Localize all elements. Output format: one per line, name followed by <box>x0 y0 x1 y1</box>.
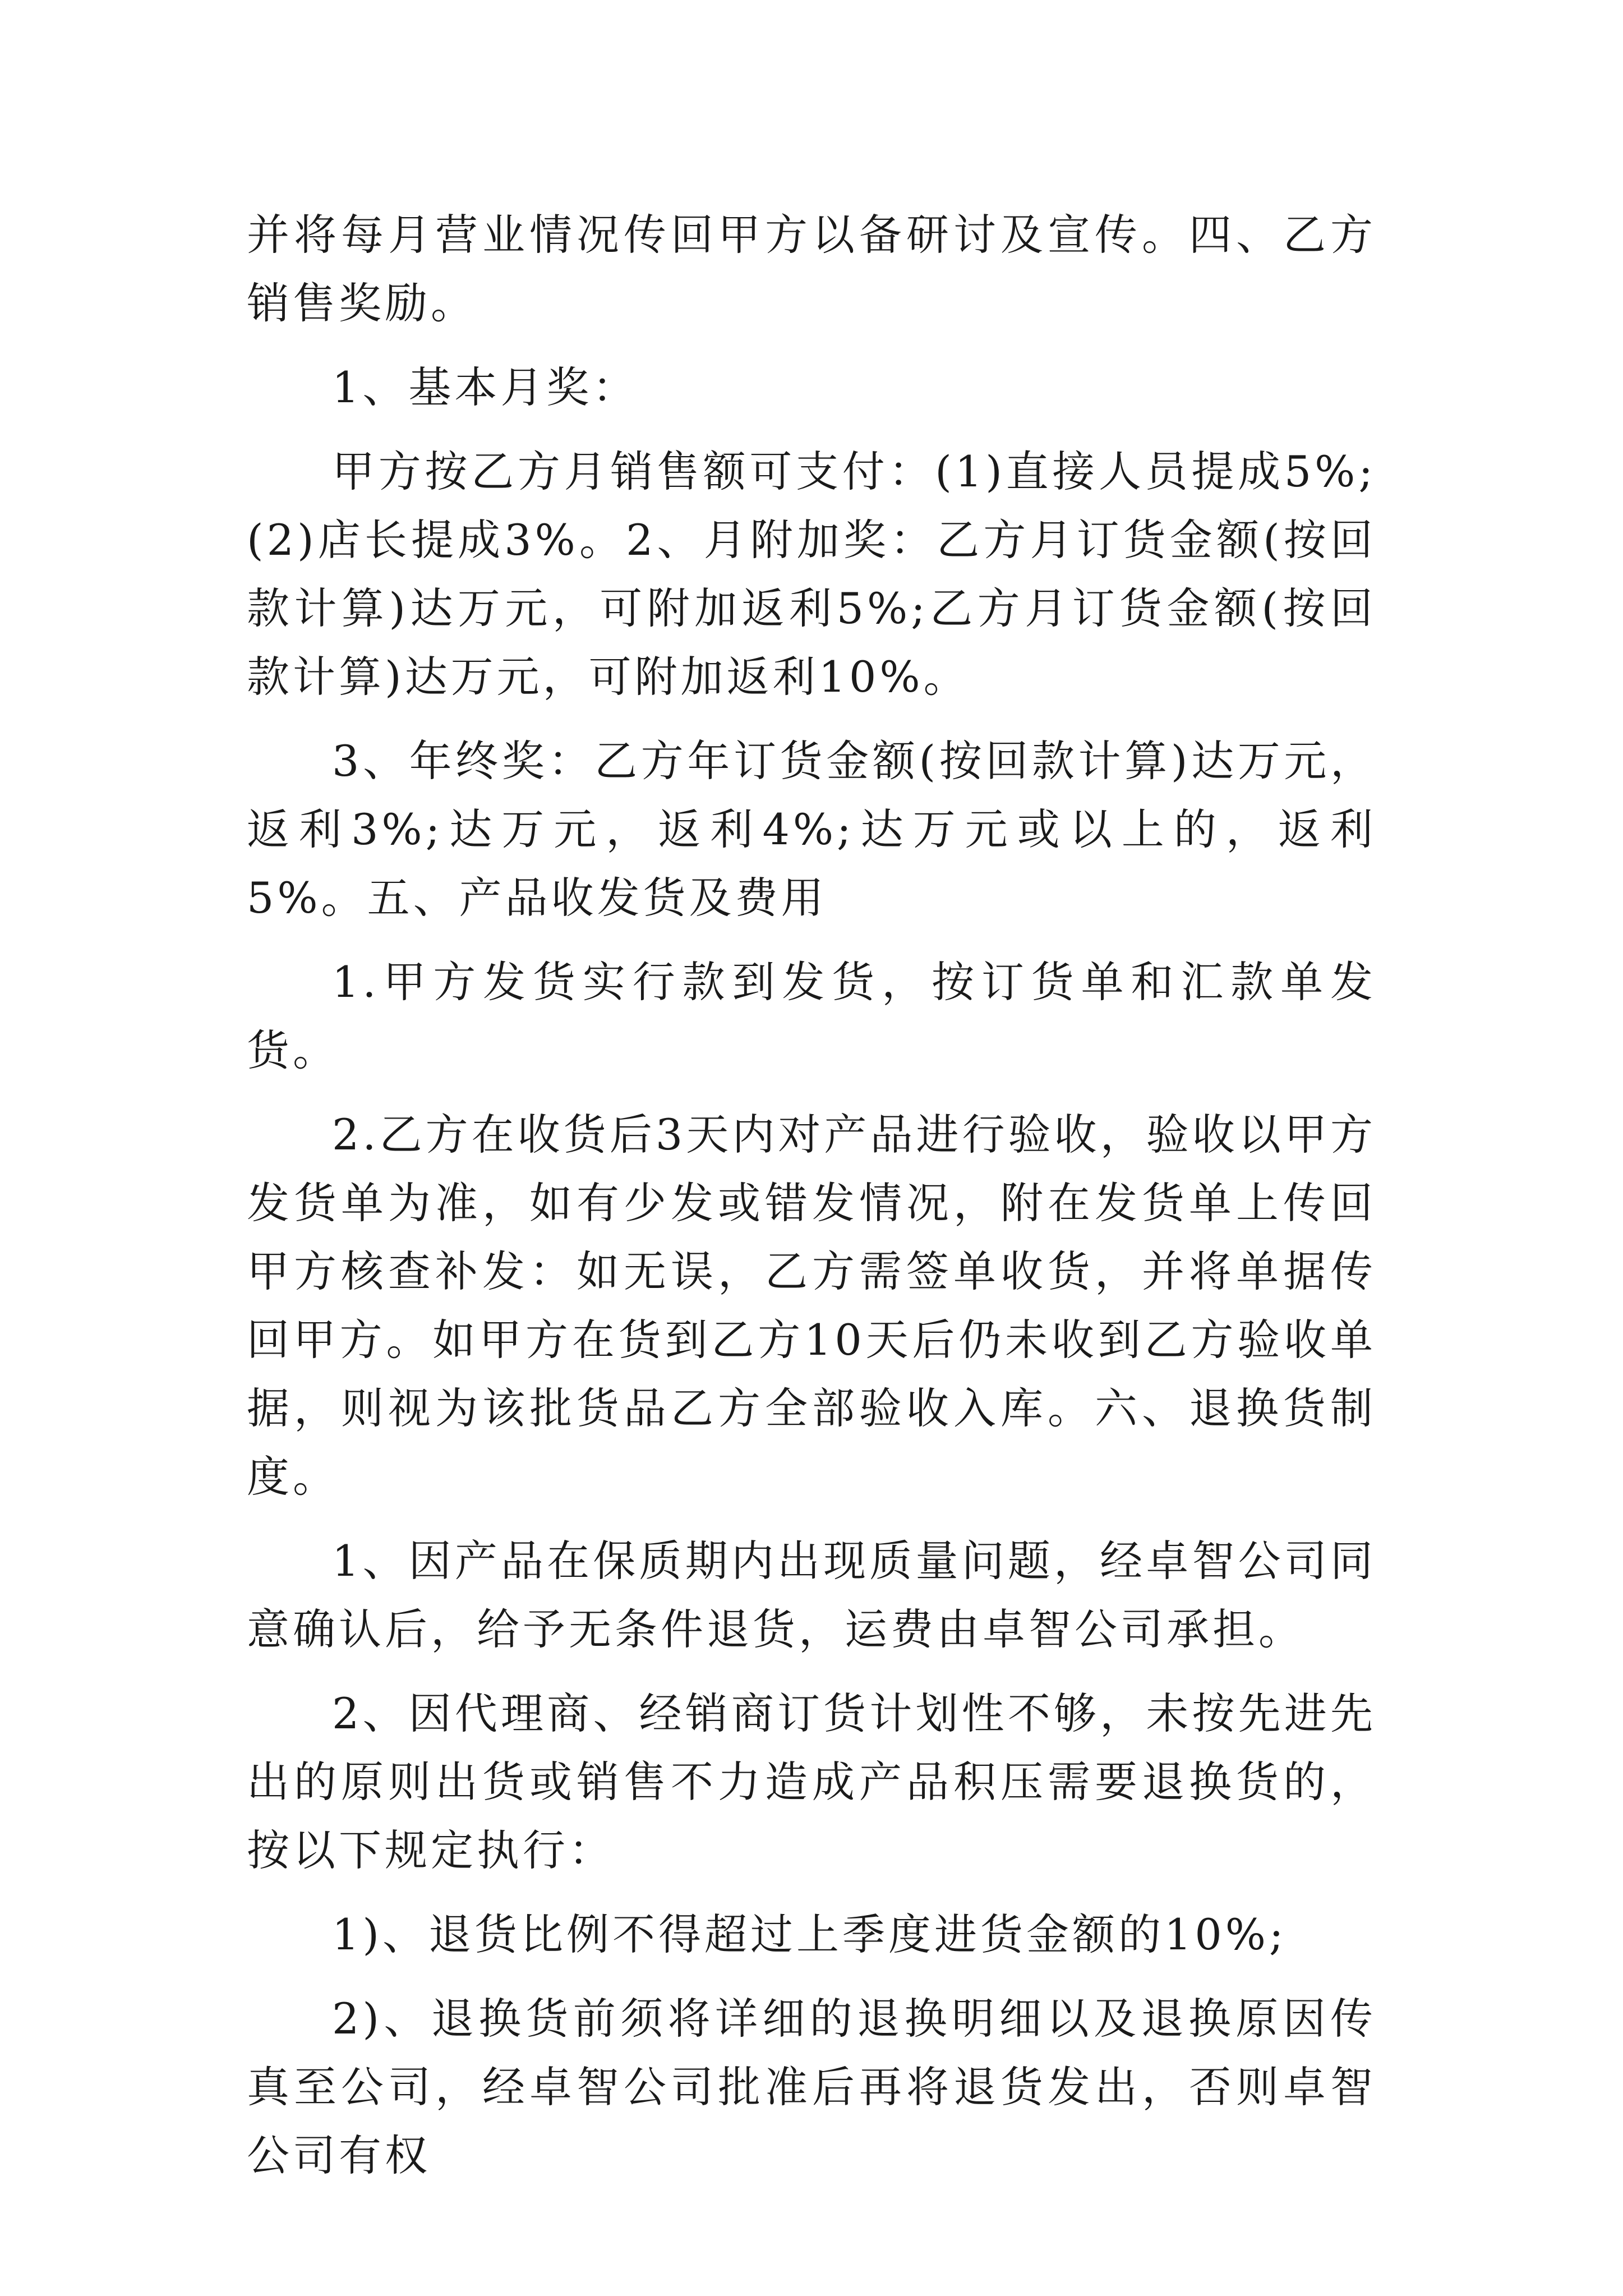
paragraph-6: 2.乙方在收货后3天内对产品进行验收，验收以甲方发货单为准，如有少发或错发情况，附在发货单上传回甲方核查补发：如无误，乙方需签单收货，并将单据传回甲方。如甲方在货到乙方10天后仍未收到乙方验收单据，则视为该批货品乙方全部验收入库。六、退换货制度。 <box>247 1110 1376 1502</box>
paragraph-8: 2、因代理商、经销商订货计划性不够，未按先进先出的原则出货或销售不力造成产品积压需要退换货的，按以下规定执行： <box>247 1688 1376 1875</box>
paragraph-7: 1、因产品在保质期内出现质量问题，经卓智公司同意确认后，给予无条件退货，运费由卓智公司承担。 <box>247 1536 1376 1654</box>
paragraph-2: 1、基本月奖： <box>332 362 639 412</box>
paragraph-5: 1.甲方发货实行款到发货，按订货单和汇款单发货。 <box>247 957 1376 1075</box>
paragraph-1: 并将每月营业情况传回甲方以备研讨及宣传。四、乙方销售奖励。 <box>247 210 1376 328</box>
paragraph-9: 1)、退货比例不得超过上季度进货金额的10%; <box>332 1910 1287 1959</box>
paragraph-10: 2)、退换货前须将详细的退换明细以及退换原因传真至公司，经卓智公司批准后再将退货发出，否则卓智公司有权 <box>247 1994 1376 2180</box>
paragraph-3: 甲方按乙方月销售额可支付：(1)直接人员提成5%;(2)店长提成3%。2、月附加奖：乙方月订货金额(按回款计算)达万元，可附加返利5%;乙方月订货金额(按回款计算)达万元，可附加返利10%。 <box>247 447 1376 702</box>
paragraph-4: 3、年终奖：乙方年订货金额(按回款计算)达万元，返利3%;达万元，返利4%;达万元或以上的，返利5%。五、产品收发货及费用 <box>247 736 1376 923</box>
